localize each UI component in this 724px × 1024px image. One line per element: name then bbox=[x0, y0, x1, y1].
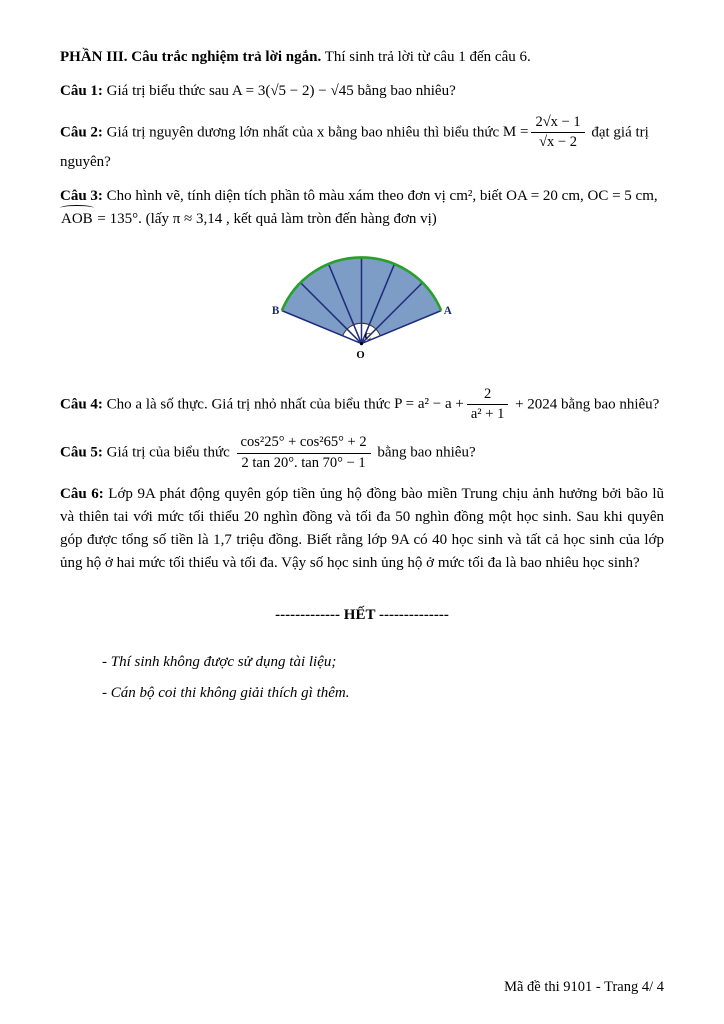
question-1 bbox=[60, 80, 664, 103]
question-2 bbox=[60, 114, 664, 175]
question-2-text-end: đạt giá trị nguyên? bbox=[60, 123, 649, 171]
geometry-figure-container bbox=[60, 242, 664, 372]
section-heading-subtitle: Thí sinh trả lời từ câu 1 đến câu 6. bbox=[321, 49, 531, 65]
fraction-denominator: √x − 2 bbox=[539, 133, 577, 150]
question-1-text: Giá trị biểu thức sau bbox=[102, 82, 232, 99]
question-5 bbox=[60, 434, 664, 472]
question-2-label: Câu 2: bbox=[60, 123, 103, 140]
exam-note-2: - Cán bộ coi thi không giải thích gì thêm. bbox=[102, 684, 350, 701]
question-4-formula bbox=[394, 385, 511, 422]
question-1-formula: A = 3(√5 − 2) − √45 bbox=[231, 82, 354, 99]
question-6 bbox=[60, 483, 664, 574]
question-4-label: Câu 4: bbox=[60, 395, 103, 412]
label-o: O bbox=[355, 349, 365, 361]
label-b: B bbox=[271, 304, 279, 317]
question-5-text-end: bằng bao nhiêu? bbox=[373, 444, 476, 461]
fraction-numerator: cos²25° + cos²65° + 2 bbox=[237, 434, 371, 453]
het-separator: ------------- HẾT -------------- bbox=[275, 607, 449, 624]
section-heading bbox=[60, 46, 664, 69]
exam-note-1: - Thí sinh không được sử dụng tài liệu; bbox=[102, 654, 337, 671]
question-4 bbox=[60, 386, 664, 424]
section-heading-title: PHẦN III. Câu trắc nghiệm trả lời ngắn. bbox=[60, 49, 322, 65]
question-1-label: Câu 1: bbox=[60, 82, 103, 99]
label-c: C bbox=[364, 331, 371, 342]
question-6-text: Lớp 9A phát động quyên góp tiền ủng hộ đồng bào miền Trung chịu ảnh hưởng bởi bão lũ và thiên tai với mức tối thiểu 20 nghìn đồng và tối đa 50 nghìn đồng một học sinh. Sau khi quyên góp được tổng số tiền là 1,7 triệu đồng. Biết rằng lớp 9A có 40 học sinh và tất cả học sinh của lớp ủng hộ ở hai mức tối thiểu và tối đa. Vậy số học sinh ủng hộ ở mức tối đa là bao nhiêu học sinh? bbox=[60, 486, 664, 571]
fraction bbox=[467, 386, 508, 424]
fraction-denominator: 2 tan 20°. tan 70° − 1 bbox=[241, 454, 366, 471]
question-6-label: Câu 6: bbox=[60, 486, 104, 503]
formula-lhs: M = bbox=[502, 123, 529, 140]
angle-aob-with-arc: AOB bbox=[60, 208, 94, 231]
question-3-label: Câu 3: bbox=[60, 188, 103, 205]
fraction bbox=[531, 114, 584, 152]
label-a: A bbox=[443, 304, 452, 317]
question-2-text: Giá trị nguyên dương lớn nhất của x bằng bao nhiêu thì biểu thức bbox=[102, 123, 503, 140]
question-3 bbox=[60, 185, 664, 231]
fraction bbox=[237, 434, 371, 472]
question-5-text: Giá trị của biểu thức bbox=[102, 444, 234, 461]
question-1-text-end: bằng bao nhiêu? bbox=[353, 82, 456, 99]
question-4-text: Cho a là số thực. Giá trị nhỏ nhất của biểu thức bbox=[102, 395, 395, 412]
fraction-numerator: 2 bbox=[467, 386, 508, 405]
formula-lhs: P = a² − a + bbox=[394, 395, 464, 412]
point-o-dot bbox=[359, 342, 362, 345]
question-4-text-end: + 2024 bằng bao nhiêu? bbox=[511, 395, 660, 412]
question-2-formula bbox=[502, 113, 588, 150]
question-3-text: Cho hình vẽ, tính diện tích phần tô màu xám theo đơn vị cm², biết OA = 20 cm, OC = 5 cm, bbox=[102, 188, 658, 205]
fraction-denominator: a² + 1 bbox=[470, 405, 505, 422]
question-5-label: Câu 5: bbox=[60, 444, 103, 461]
page-footer: Mã đề thi 9101 - Trang 4/ 4 bbox=[504, 978, 664, 995]
question-3-text-end: = 135°. (lấy π ≈ 3,14 , kết quả làm tròn đến hàng đơn vị) bbox=[93, 210, 437, 227]
fraction-numerator: 2√x − 1 bbox=[531, 114, 584, 133]
geometry-figure bbox=[260, 242, 465, 364]
